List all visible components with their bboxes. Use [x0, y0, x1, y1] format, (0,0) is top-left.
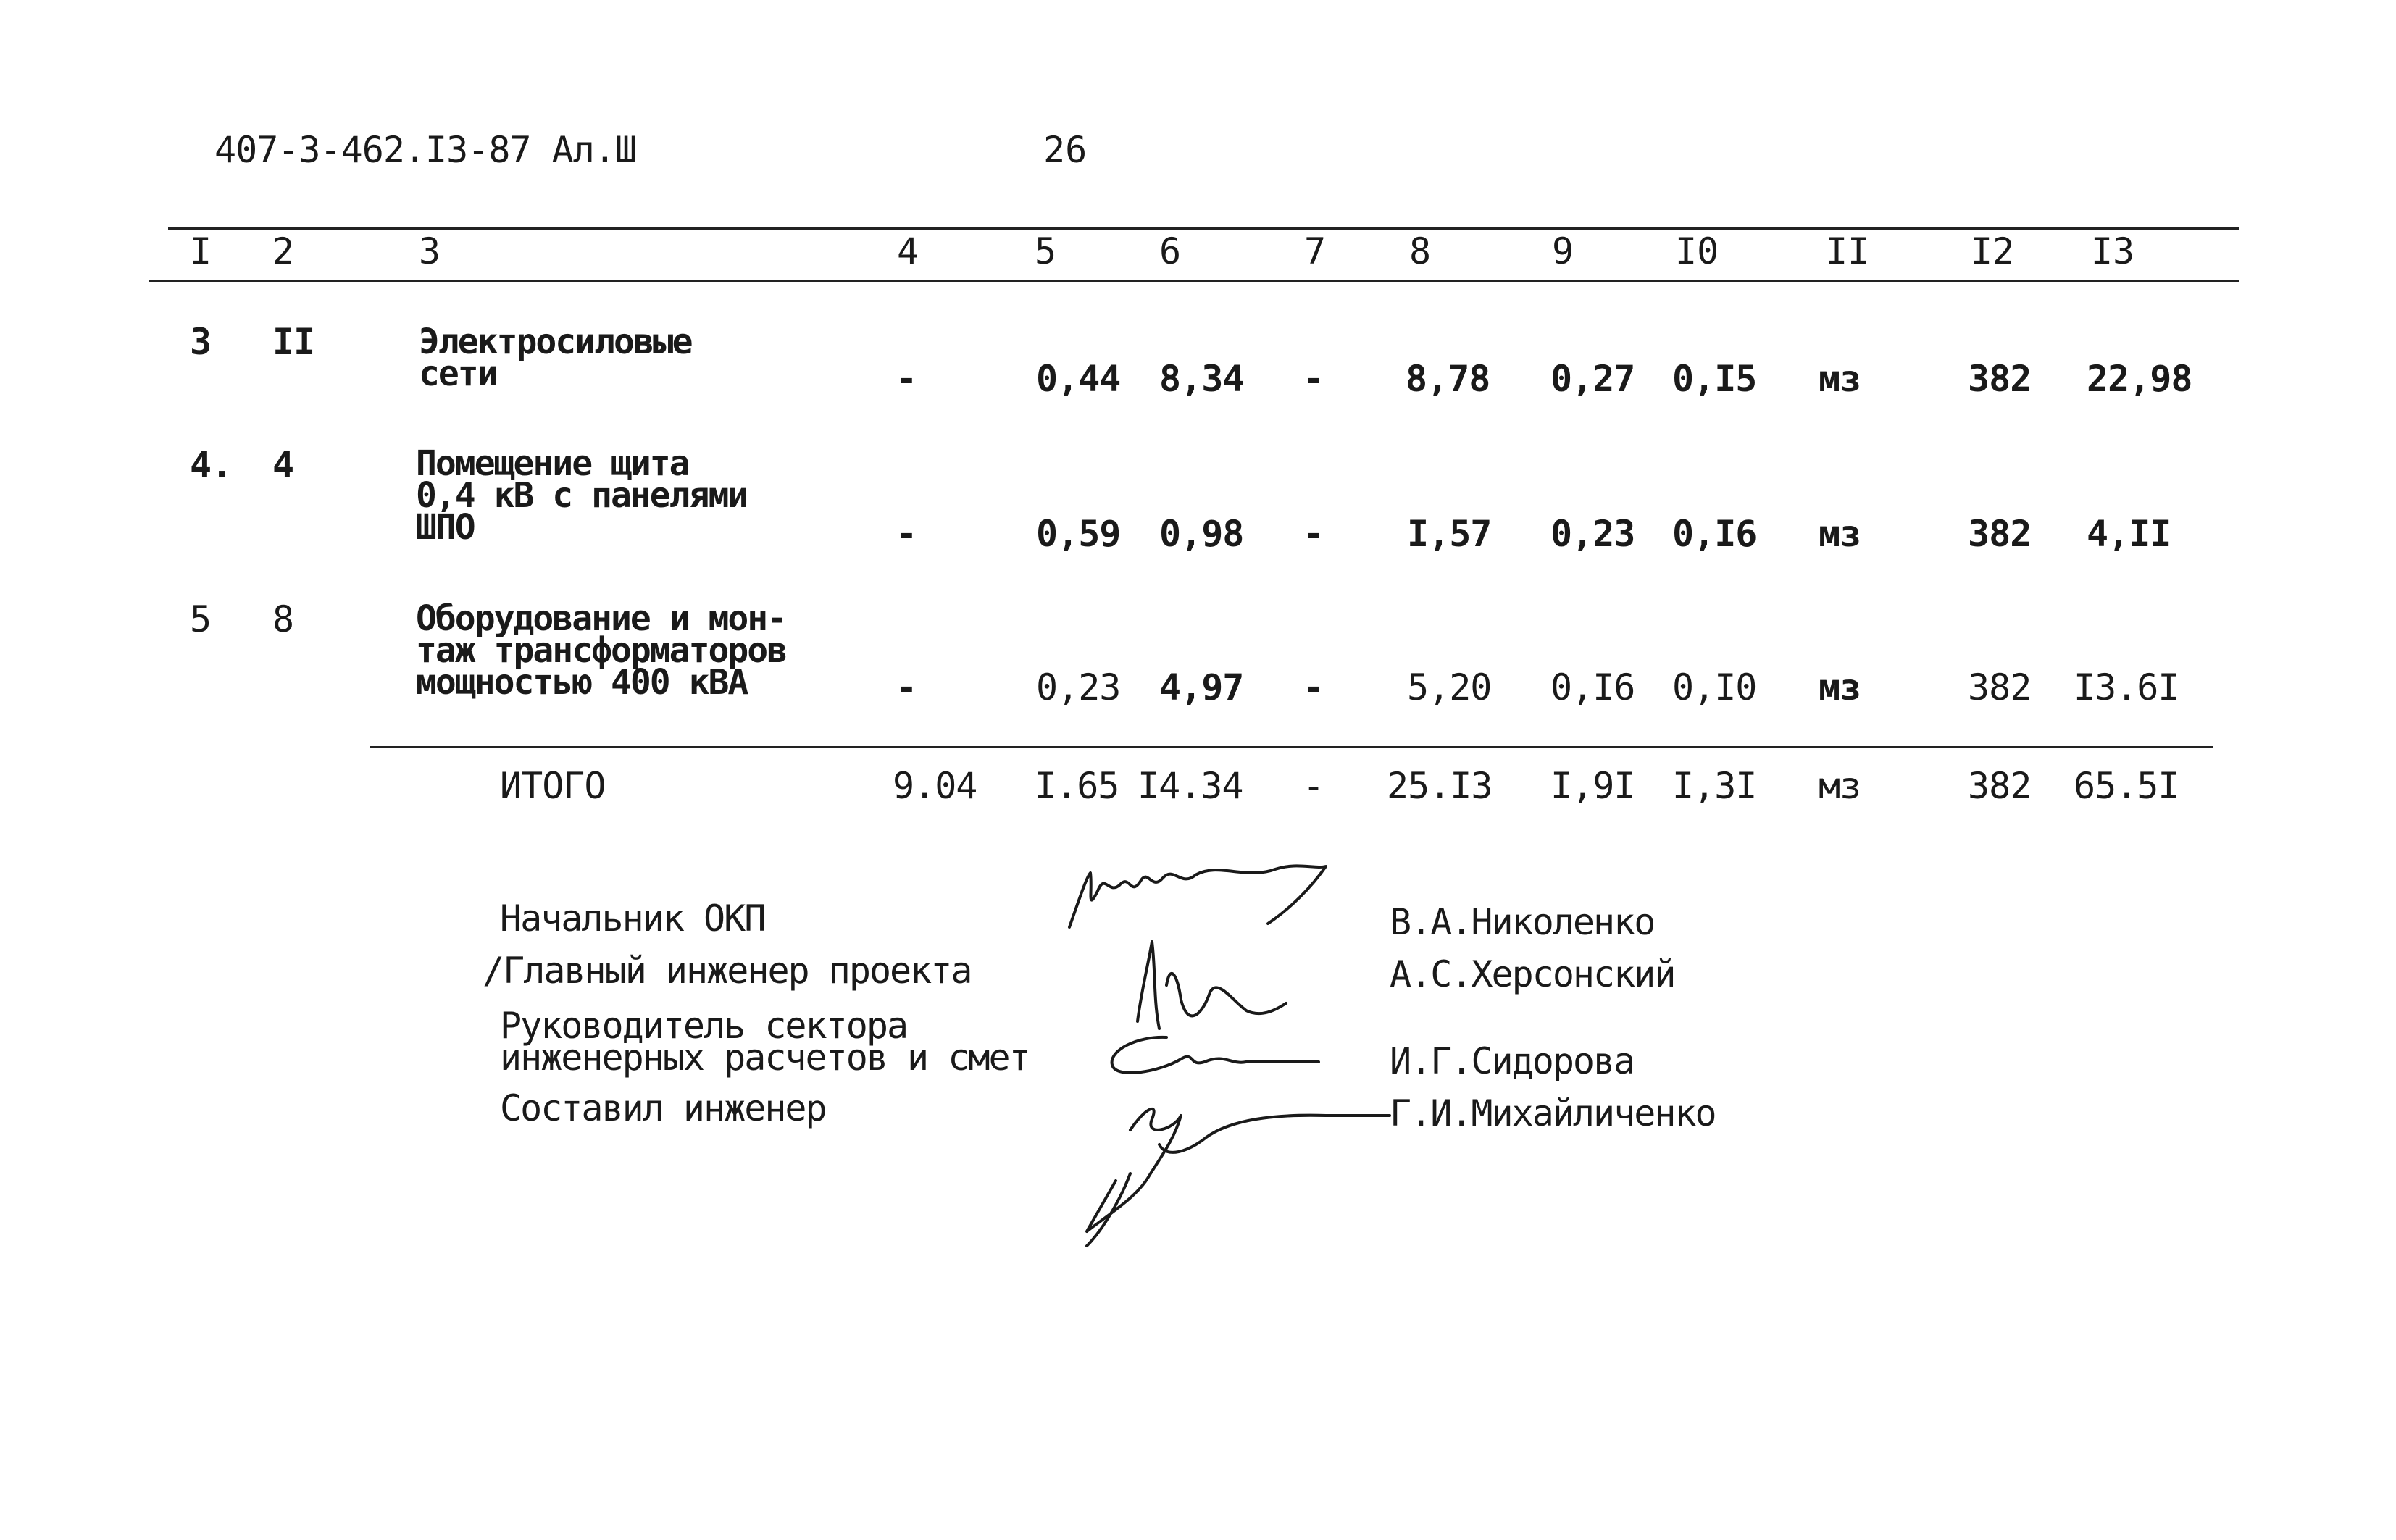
- cell-col6: 4,97: [1159, 666, 1244, 708]
- row-number: 5: [190, 598, 212, 640]
- column-number: I0: [1675, 230, 1719, 272]
- column-number: 8: [1409, 230, 1432, 272]
- column-number: II: [1826, 230, 1870, 272]
- column-number: 4: [897, 230, 919, 272]
- cell-col7: -: [1303, 513, 1324, 555]
- signatory-name: В.А.Николенко: [1390, 901, 1655, 943]
- signature-mikhaylichenko: [1087, 1109, 1390, 1246]
- total-col4: 9.04: [893, 765, 977, 807]
- cell-col5: 0,23: [1036, 666, 1121, 708]
- cell-col12: 382: [1968, 358, 2032, 400]
- signature-sidorova: [1112, 1037, 1319, 1073]
- column-number: I3: [2091, 230, 2135, 272]
- row-description: Электросиловые сети: [419, 322, 692, 394]
- cell-col11: мз: [1819, 513, 1861, 555]
- cell-col7: -: [1303, 666, 1324, 708]
- total-col13: 65.5I: [2074, 765, 2179, 807]
- cell-col10: 0,I5: [1672, 358, 1757, 400]
- signature-role: Составил инженер: [500, 1087, 826, 1129]
- signatory-name: Г.И.Михайличенко: [1390, 1092, 1716, 1134]
- cell-col9: 0,23: [1550, 513, 1635, 555]
- cell-col13: 4,II: [2087, 513, 2171, 555]
- cell-col7: -: [1303, 358, 1324, 400]
- column-number: 9: [1552, 230, 1574, 272]
- signatory-name: А.С.Херсонский: [1390, 953, 1675, 995]
- column-number: I: [190, 230, 212, 272]
- cell-col11: мз: [1819, 358, 1861, 400]
- cell-col12: 382: [1968, 666, 2032, 708]
- total-col5: I.65: [1035, 765, 1119, 807]
- total-col10: I,3I: [1672, 765, 1757, 807]
- signature-nikolenko: [1069, 866, 1326, 927]
- cell-col6: 8,34: [1159, 358, 1244, 400]
- column-number: I2: [1971, 230, 2015, 272]
- row-description: Помещение щита 0,4 кВ с панелями ШПО: [416, 443, 748, 548]
- total-col12: 382: [1968, 765, 2032, 807]
- cell-col9: 0,I6: [1550, 666, 1635, 708]
- row-reference: 4: [272, 444, 294, 486]
- cell-col4: -: [896, 666, 917, 708]
- cell-col11: мз: [1819, 666, 1861, 708]
- cell-col8: 8,78: [1406, 358, 1490, 400]
- signatory-name: И.Г.Сидорова: [1390, 1040, 1635, 1082]
- cell-col4: -: [896, 358, 917, 400]
- column-number: 7: [1304, 230, 1327, 272]
- cell-col5: 0,44: [1036, 358, 1121, 400]
- cell-col12: 382: [1968, 513, 2032, 555]
- total-col9: I,9I: [1550, 765, 1635, 807]
- total-col8: 25.I3: [1387, 765, 1493, 807]
- row-number: 3: [190, 321, 212, 363]
- cell-col4: -: [896, 513, 917, 555]
- cell-col6: 0,98: [1159, 513, 1244, 555]
- column-number: 6: [1159, 230, 1182, 272]
- row-reference: 8: [272, 598, 294, 640]
- cell-col10: 0,I6: [1672, 513, 1757, 555]
- signature-role: Начальник ОКП: [500, 897, 765, 940]
- cell-col8: I,57: [1407, 513, 1492, 555]
- cell-col10: 0,I0: [1672, 666, 1757, 708]
- row-description: Оборудование и мон- таж трансформаторов мощностью 400 кВА: [416, 598, 787, 703]
- signature-khersonsky: [1138, 942, 1286, 1029]
- cell-col8: 5,20: [1407, 666, 1492, 708]
- column-number: 5: [1035, 230, 1057, 272]
- total-col6: I4.34: [1138, 765, 1243, 807]
- total-label: ИТОГО: [500, 765, 606, 807]
- cell-col13: 22,98: [2087, 358, 2192, 400]
- cell-col9: 0,27: [1550, 358, 1635, 400]
- total-col7: -: [1303, 765, 1324, 807]
- column-number: 3: [419, 230, 441, 272]
- row-number: 4.: [190, 444, 233, 486]
- signature-role: Руководитель сектора инженерных расчетов и смет: [500, 1005, 1030, 1079]
- column-number: 2: [272, 230, 295, 272]
- total-col11: мз: [1819, 765, 1861, 807]
- document-code: 407-3-462.I3-87 Ал.Ш: [214, 129, 637, 171]
- page-number: 26: [1043, 129, 1088, 171]
- cell-col5: 0,59: [1036, 513, 1121, 555]
- signature-role: /Главный инженер проекта: [483, 950, 972, 992]
- cell-col13: I3.6I: [2074, 666, 2179, 708]
- row-reference: II: [272, 321, 315, 363]
